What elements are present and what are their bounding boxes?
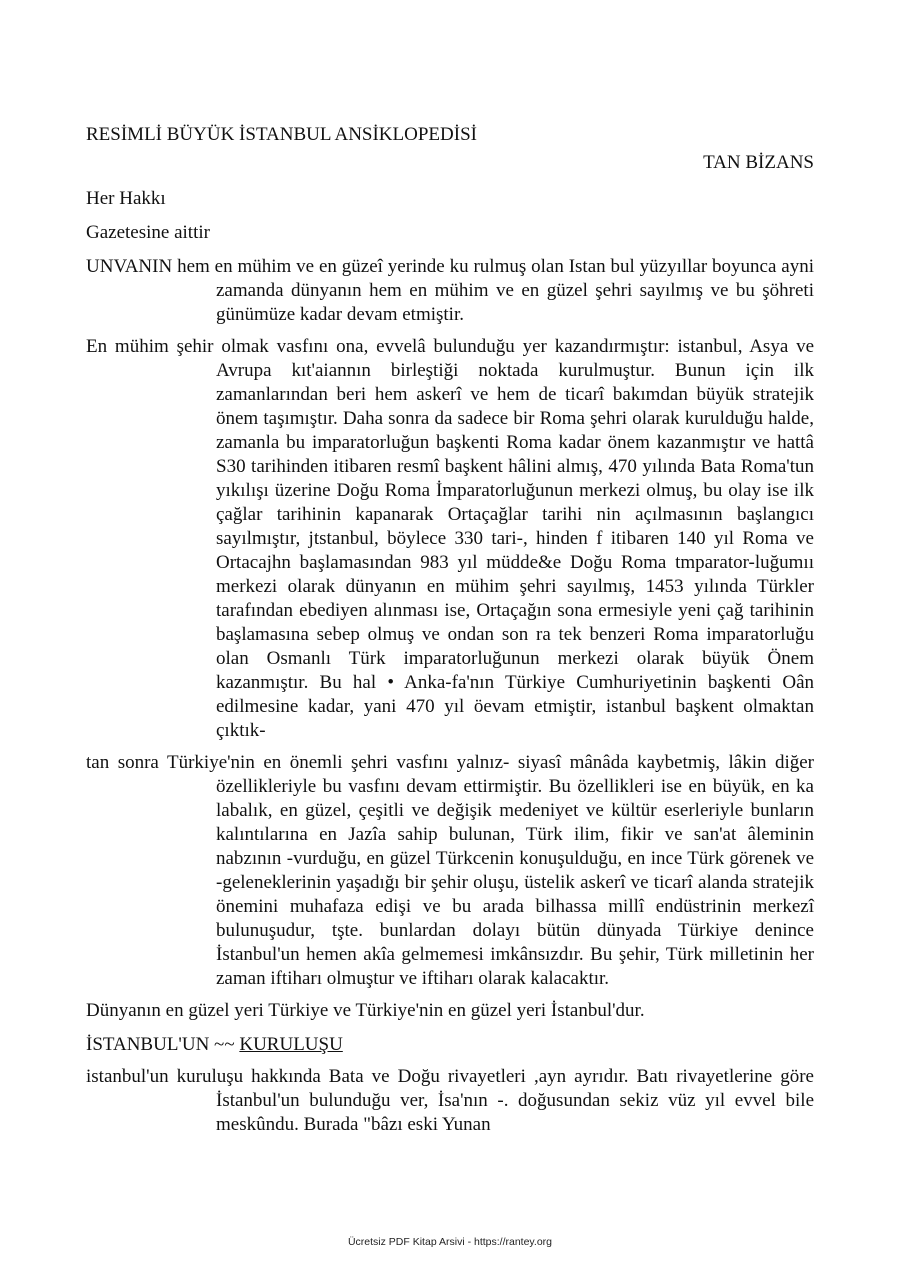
section-heading-prefix: İSTANBUL'UN ~~ [86, 1034, 240, 1055]
footer-note: Ücretsiz PDF Kitap Arsivi - https://rantey.org [347, 1236, 553, 1248]
section-heading [86, 1033, 814, 1057]
paragraph-founding: istanbul'un kuruluşu hakkında Bata ve Doğu rivayetleri ,ayn ayrıdır. Batı rivayetlerine göre İstanbul'un bulunduğu ver, İsa'nın -. doğusundan sekiz vüz yıl evvel bile meskûndu. Burada "bâzı eski Yunan [86, 1066, 814, 1135]
document-page [86, 123, 814, 1145]
paragraph-history: En mühim şehir olmak vasfını ona, evvelâ bulunduğu yer kazandırmıştır: istanbul, Asya ve Avrupa kıt'aiannın birleştiği noktada kurulmuştur. Bunun için ilk zamanlarından beri hem askerî ve hem de ticarî bakımdan büyük stratejik önem taşımıştır. Daha sonra da sadece bir Roma şehri olarak kurulduğu halde, zamanla bu imparatorluğun başkenti Roma kadar önem kazanmıştır ve hattâ S30 tarihinden itibaren resmî başkent hâlini almış, 470 yılında Bata Roma'tun yıkılışı üzerine Doğu Roma İmparatorluğunun merkezi olmuş, bu olay ise ilk çağlar tarihinin kapanarak Ortaçağlar tarihi nin açılmasının başlangıcı sayılmıştır, jtstanbul, böylece 330 tari-, hinden f itibaren 140 yıl Roma ve Ortacajhn başlamasından 983 yıl müdde&e Doğu Roma tmparator-luğumıı merkezi olarak dünyanın en mühim şehri sayılmış, 1453 yılında Türkler tarafından ebediyen alınması ise, Ortaçağın sona ermesiyle yeni çağ tarihinin başlamasına sebep olmuş ve ondan son ra tek benzeri Roma imparatorluğu olan Osmanlı Türk imparatorluğunun merkezi olarak büyük Önem kazanmıştır. Bu hal • Anka-fa'nın Türkiye Cumhuriyetinin başkenti Oân edilmesine kadar, yani 470 yıl öevam etmiştir, istanbul başkent olmaktan çıktık- [86, 336, 814, 741]
section-heading-underlined: KURULUŞU [239, 1034, 343, 1055]
encyclopedia-title: RESİMLİ BÜYÜK İSTANBUL ANSİKLOPEDİSİ [86, 124, 477, 145]
paragraph-importance: tan sonra Türkiye'nin en önemli şehri vasfını yalnız- siyasî mânâda kaybetmiş, lâkin diğer özellikleriyle bu vasfını devam ettirmiştir. Bu özellikleri ise en büyük, en ka labalık, en güzel, çeşitli ve değişik medeniyet ve kültür eserleriyle bunların kalıntılarına en Jazîa sahip bulunan, Türk ilim, fikir ve san'at âleminin nabzının -vurduğu, en güzel Türkcenin konuşulduğu, en ince Türk görenek ve -geleneklerinin yaşadığı bir şehir oluşu, üstelik askerî ve ticarî alanda stratejik önemini muhafaza edişi ve bu arada bilhassa millî endüstrinin merkezî bulunuşudur, tşte. bunlardan dolayı bütün dünyada Türkiye denince İstanbul'un hemen akîa gelmemesi imkânsızdır. Bu şehir, Türk milletinin her zaman iftiharı olmuştur ve iftiharı olarak kalacaktır. [86, 752, 814, 989]
publisher-name: TAN BİZANS [703, 152, 814, 173]
rights-line-1: Her Hakkı [86, 188, 166, 209]
rights-line-2: Gazetesine aittir [86, 222, 210, 243]
closing-line: Dünyanın en güzel yeri Türkiye ve Türkiye'nin en güzel yeri İstanbul'dur. [86, 1000, 645, 1021]
paragraph-intro: UNVANIN hem en mühim ve en güzeî yerinde ku rulmuş olan Istan bul yüzyıllar boyunca ayni zamanda dünyanın hem en mühim ve en güzel şehri sayılmış ve bu şöhreti günümüze kadar devam etmiştir. [86, 256, 814, 325]
